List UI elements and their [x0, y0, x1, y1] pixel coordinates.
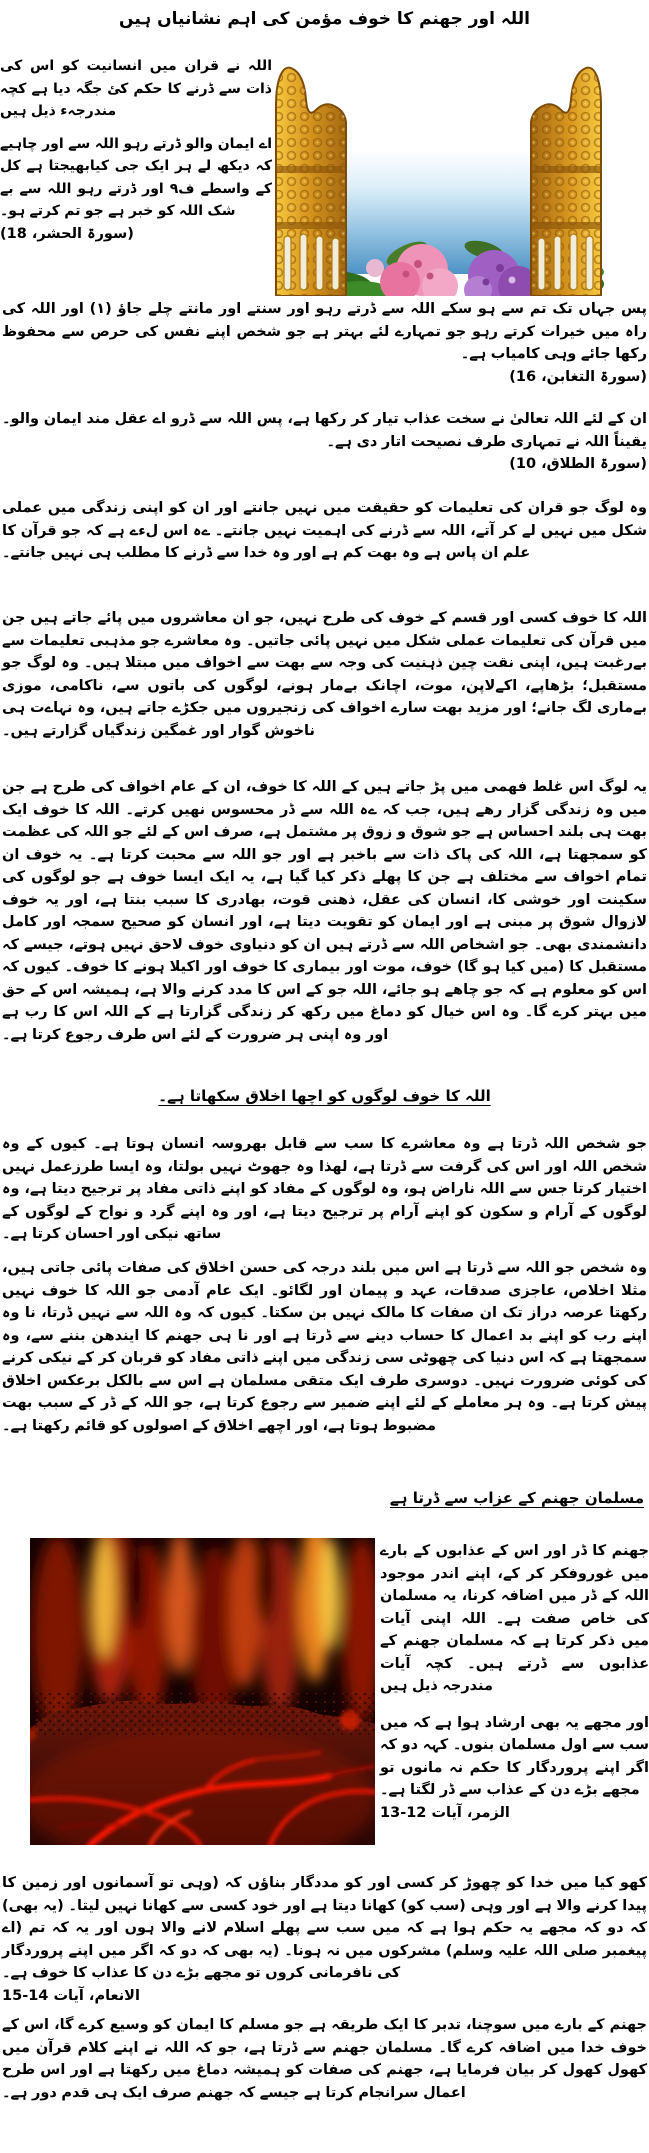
paragraph-text: وہ شخص جو اللہ سے ڈرتا ہے اس میں بلند درجہ کی حسن اخلاق کی صفات پائی جاتی ہیں، مثلا اخلاص، عاجزی صدقات، عہد و پیمان اور لگائو۔ ایک عام آدمی جو اللہ کا خوف نہیں رکھتا عرصہ دراز تک ان صفات کا مالک نہیں بن سکتا۔ کیوں کہ وہ اللہ سے نہیں ڈرتا، نا وہ اپنے رب کو اپنے بد اعمال کا حساب دینے سے ڈرتا ہے اور نا ہی جھنم کا ایندھن بننے سے، وہ سمجھتا ہے کہ اس دنیا کی چھوٹی سی زندگی میں اپنے ذاتی مفاد کو قربان کر کے نیکی کرنے کی کوئی ضرورت نہیں۔ دوسری طرف ایک متقی مسلمان ہے اس سے بالکل برعکس اخلاق پیش کرتا ہے۔ وہ ہر معاملے کے لئے اپنے ضمیر سے رجوع کرتا ہے، جو اللہ کے ڈر کے سبب بھت مضبوط ہوتا ہے، اور اچھے اخلاق کے اصولوں کو قائم رکھتا ہے۔ — [2, 1260, 647, 1434]
spacer — [380, 1698, 649, 1712]
gate-right — [529, 64, 603, 296]
section-heading-text: اللہ کا خوف لوگوں کو اچھا اخلاق سکھاتا ہے۔ — [158, 1087, 491, 1105]
rock-ridge — [30, 1693, 375, 1735]
section-heading-text: مسلمان جھنم کے عزاب سے ڈرتا ہے — [389, 1489, 644, 1507]
verse-block-1 — [2, 298, 647, 388]
section2-column — [380, 1540, 649, 1824]
verse-quote: اور مجھے یہ بھی ارشاد ہوا ہے کہ میں سب سے اول مسلمان بنوں۔ کہہ دو کہ اگر اپنے پروردگار کا حکم نہ مانوں تو مجھے بڑے دن کے عذاب سے ڈر لگتا ہے۔ — [380, 1714, 649, 1798]
verse-reference: (سورۃ الطلاق، 10) — [509, 456, 647, 472]
paragraph-text: وہ لوگ جو قران کی تعلیمات کو حقیقت میں نہیں جانتے اور ان کو اپنی زندگی میں عملی شکل میں نہیں لے کر آتے، اللہ سے ڈرنے کی اہمیت نہیں جانتے۔ ےہ اس لءے ہے کہ جو قرآن کا علم ان پاس ہے وہ بھت کم ہے اور وہ خدا سے ڈرنے کا مطلب ہی نہیں جانتے۔ — [2, 500, 647, 561]
verse-reference: الزمر، آیات 12-13 — [380, 1804, 510, 1821]
hellfire-image — [30, 1538, 375, 1845]
body-paragraph-1 — [2, 497, 647, 565]
verse-block-3 — [2, 1872, 647, 2007]
paragraph-text: جھنم کا ڈر اور اس کے عذابوں کے بارے میں غوروفکر کر کے، اپنے اندر موجود اللہ کے ڈر میں اضافہ کرنا، یہ مسلمان کی خاص صفت ہے۔ اللہ اپنی آیات میں ذکر کرتا ہے کہ مسلمان جھنم کے عذابوں سے ڈرتے ہیں۔ کچہ آیات مندرجہ ذیل ہیں — [380, 1543, 649, 1694]
section1-paragraph-2 — [2, 1257, 647, 1437]
intro-verse-reference: (سورۃ الحشر، 18) — [0, 225, 134, 242]
intro-paragraph: اللہ نے قران میں انسانیت کو اس کی ذات سے ڈرنے کا حکم کئ جگہ دیا ہے کچہ مندرجہء ذیل ہیں — [0, 58, 272, 119]
verse-block-2 — [2, 408, 647, 476]
spacer — [0, 123, 272, 133]
verse-quote: ان کے لئے اللہ تعالیٰ نے سخت عذاب تیار کر رکھا ہے، پس اللہ سے ڈرو اے عقل مند ایمان والو۔ یقیناً اللہ نے تمہاری طرف نصیحت اتار دی ہے۔ — [2, 411, 647, 450]
body-paragraph-3 — [2, 776, 647, 1046]
paradise-gates-image — [272, 58, 605, 296]
verse-quote: کھو کیا میں خدا کو چھوڑ کر کسی اور کو مددگار بناؤں کہ (وہی تو آسمانوں اور زمین کا پیدا کرنے والا ہے اور وہی (سب کو) کھانا دیتا ہے اور خود کسی سے کھانا نہیں لیتا۔ (یہ بھی) کہ دو کہ مجھے یہ حکم ہوا ہے کہ میں سب سے پھلے اسلام لانے والا ہوں اور یہ کہ تم (اے پیغمبر صلی اللہ علیہ وسلم) مشرکوں میں نہ ہونا۔ (یہ بھی کہ دو کہ اگر میں اپنے پروردگار کی نافرمانی کروں تو مجھے بڑے دن کا عذاب کا خوف ہے۔ — [2, 1875, 647, 1981]
hellfire-graphic — [30, 1538, 375, 1845]
paragraph-text: یہ لوگ اس غلط فھمی میں پڑ جاتے ہیں کے اللہ کا خوف، ان کے عام اخواف کی طرح ہے جن میں وہ زندگی گزار رھے ہیں، جب کہ ےہ اللہ سے ڈر محسوس نھیں کرتے۔ اللہ کا خوف ایک بھت ہی بلند احساس ہے جو شوق و زوق پر مشتمل ہے، صرف اس کے لئے جو اللہ کی عظمت کو سمجھتا ہے، اللہ کی پاک ذات سے باخبر ہے اور جو اللہ سے محبت کرتا ہے۔ یہ خوف ان تمام اخواف سے مختلف ہے جن کا پھلے ذکر کیا گیا ہے، یہ ایک ایسا خوف ہے جو لوگوں کی سکینت اور خوشی کا، انسان کی عقل، ذھنی قوت، بھادری کا سبب بنتا ہے، اور یہ خوف لازوال شوق پر مبنی ہے اور ایمان کو تقویت دیتا ہے، اور انسان کو صحیح سمجہ اور کامل دانشمندی بھی۔ جو اشخاص اللہ سے ڈرتے ہیں ان کو دنیاوی خوف لاحق نہیں ہوتے، جیسے کہ مستقبل کا (میں کیا ہو گا) خوف، موت اور بیماری کا خوف اور اکیلا ہونے کا خوف۔ کیوں کہ اس کو معلوم ہے کہ جو چاھے ہو جائے، اللہ جو کے اس کا مدد کرنے والا ہے، ہمیشہ اس کے حق میں بہتر کرے گا۔ وہ اس خیال کو دماغ میں رکھ کر زندگی گزارتا ہے کے اللہ اس کا رب ہے اور وہ اپنی ہر ضرورت کے لئے اس طرف رجوع کرتا ہے۔ — [2, 779, 647, 1043]
paradise-gates-graphic — [272, 58, 605, 296]
verse-quote: پس جہاں تک تم سے ہو سکے اللہ سے ڈرتے رہو اور سنتے اور مانتے چلے جاؤ (۱) اور اللہ کی راہ میں خیرات کرتے رہو جو تمہارے لئے بہتر ہے جو شخص اپنے نفس کی حرص سے محفوظ رکھا جائے وہی کامیاب ہے۔ — [2, 301, 647, 362]
intro-column — [0, 55, 272, 245]
verse-reference: (سورۃ التغابن، 16) — [509, 368, 647, 385]
section-heading-jahannam — [0, 1489, 649, 1507]
closing-paragraph — [2, 2014, 647, 2104]
body-paragraph-2 — [2, 607, 647, 742]
gate-left — [274, 64, 348, 296]
intro-verse-quote: اے ایمان والو ڈرتے رہو اللہ سے اور چاہیے کہ دیکھ لے ہر ایک جی کیابھیجتا ہے کل کے واسطے ف۹ اور ڈرتے رہو اللہ سے بے شک اللہ کو خبر ہے جو تم کرتے ہو۔ — [0, 135, 272, 219]
paragraph-text: اللہ کا خوف کسی اور قسم کے خوف کی طرح نہیں، جو ان معاشروں میں پائے جاتے ہیں جن میں قرآن کی تعلیمات عملی شکل میں نہیں پائی جاتیں۔ وہ معاشرے جو مذہبی تعلیمات سے بےرغبت ہیں، اپنی نقت چین ذہنیت کی وجہ سے بھت سے اخواف میں مبتلا ہیں۔ وہ لوگ جو مستقبل؛ بڑھاپے، اکےلاپن، موت، اچانک بےمار ہونے، لوگوں کی باتوں سے، ناکامی، موزی بےماری لگ جانے؛ اور مزید بھت سارے اخواف کی زنجیروں میں جکڑے جاتے ہیں، وہ نہاےت ہی ناخوش گوار اور غمگین زندگیاں گزارتے ہیں۔ — [2, 610, 647, 739]
page-title: اللہ اور جھنم کا خوف مؤمن کی اہم نشانیاں ہیں — [119, 9, 530, 29]
section1-paragraph-1 — [2, 1133, 647, 1246]
verse-reference: الانعام، آیات 14-15 — [2, 1987, 140, 2004]
section-heading-akhlaq — [0, 1087, 649, 1105]
paragraph-text: جو شخص اللہ ڈرتا ہے وہ معاشرے کا سب سے قابل بھروسہ انسان ہوتا ہے۔ کیوں کے وہ شخص اللہ اور اس کی گرفت سے ڈرتا ہے، لھذا وہ جھوٹ نہیں بولتا، وہ ایسا طرزعمل نہیں اختیار کرتا جس سے اللہ ناراض ہو، وہ لوگوں کے مفاد کو اپنے ذاتی مفاد پر ترجیح دیتا ہے، وہ لوگوں کے آرام و سکون کو اپنے آرام پر ترجیح دیتا ہے، اور وہ اپنے گرد و نواح کے لوگوں کے ساتھ نیکی اور احسان کرتا ہے۔ — [2, 1136, 647, 1242]
paragraph-text: جھنم کے بارے میں سوچنا، تدبر کا ایک طریقہ ہے جو مسلم کا ایمان کو وسیع کرے گا، اس کے خوف خدا میں اضافہ کرے گا۔ مسلمان جھنم سے ڈرتا ہے، جو کہ اللہ نے اپنے کلام قرآن میں کھول کھول کر بیان فرمایا ہے، جھنم کی صفات کو ہمیشہ دماغ میں رکھتا ہے اور اس طرح اعمال سرانجام کرتا ہے جیسے کہ جھنم صرف ایک ہی قدم دور ہے۔ — [2, 2017, 647, 2101]
